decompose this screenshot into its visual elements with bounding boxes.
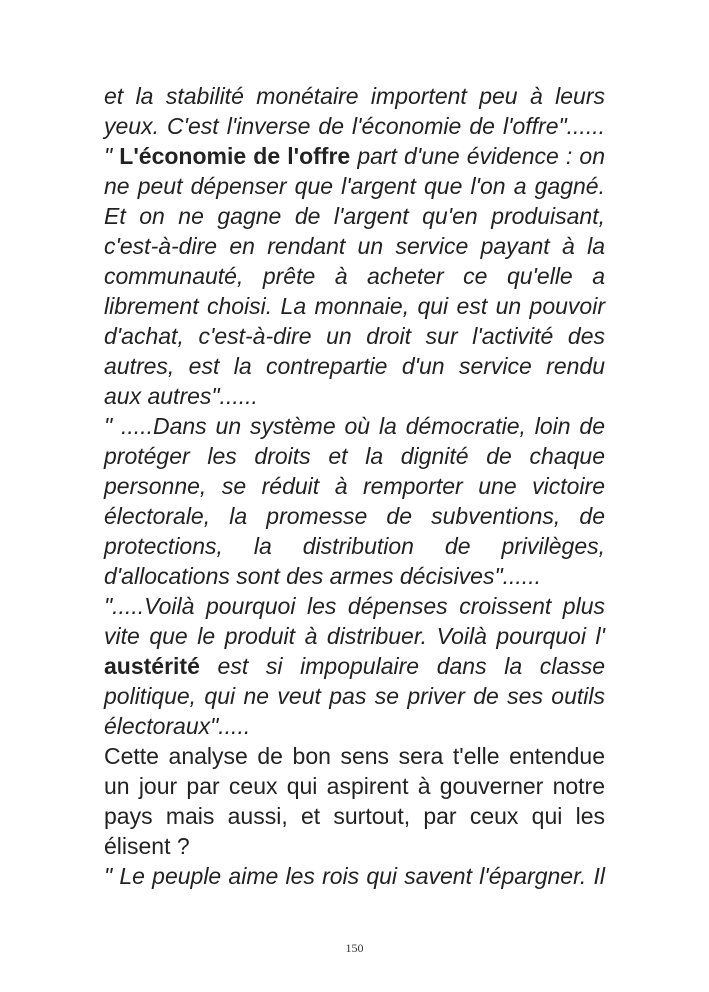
text-line xyxy=(104,231,605,261)
text-run: " xyxy=(104,143,120,169)
text-line xyxy=(104,201,605,231)
text-run: électoraux"..... xyxy=(104,713,251,739)
text-run: d'achat, c'est-à-dire un droit sur l'activité des xyxy=(104,323,605,349)
text-run: communauté, prête à acheter ce qu'elle a xyxy=(104,263,605,289)
text-line xyxy=(104,81,605,111)
text-run: yeux. C'est l'inverse de l'économie de l'offre"...... xyxy=(104,113,605,139)
text-run: d'allocations sont des armes décisives"...... xyxy=(104,563,541,589)
text-line xyxy=(104,621,605,651)
text-line xyxy=(104,651,605,681)
text-line xyxy=(104,711,605,741)
text-line xyxy=(104,261,605,291)
text-run: pays mais aussi, et surtout, par ceux qui les xyxy=(104,803,605,829)
body-text xyxy=(104,81,605,891)
text-line xyxy=(104,861,605,891)
text-run: un jour par ceux qui aspirent à gouverner notre xyxy=(104,773,605,799)
page-number: 150 xyxy=(345,941,364,955)
text-line xyxy=(104,501,605,531)
text-line xyxy=(104,681,605,711)
text-run: ne peut dépenser que l'argent que l'on a gagné. xyxy=(104,173,605,199)
text-run: librement choisi. La monnaie, qui est un pouvoir xyxy=(104,293,605,319)
text-run: personne, se réduit à remporter une victoire xyxy=(104,473,605,499)
text-run: ".....Voilà pourquoi les dépenses croissent plus xyxy=(104,593,605,619)
text-run: politique, qui ne veut pas se priver de ses outils xyxy=(104,683,605,709)
text-run: autres, est la contrepartie d'un service rendu xyxy=(104,353,605,379)
text-run: protéger les droits et la dignité de chaque xyxy=(104,443,605,469)
text-line xyxy=(104,561,605,591)
text-run: protections, la distribution de privilèges, xyxy=(104,533,605,559)
text-run: et la stabilité monétaire importent peu à leurs xyxy=(104,83,605,109)
text-line xyxy=(104,741,605,771)
text-line xyxy=(104,831,605,861)
text-run: vite que le produit à distribuer. Voilà pourquoi l' xyxy=(104,623,605,649)
text-run: Cette analyse de bon sens sera t'elle entendue xyxy=(104,743,605,769)
text-line xyxy=(104,291,605,321)
text-line xyxy=(104,801,605,831)
bold-phrase: austérité xyxy=(104,653,200,679)
text-line xyxy=(104,411,605,441)
text-line xyxy=(104,531,605,561)
text-line xyxy=(104,351,605,381)
text-line xyxy=(104,771,605,801)
text-run: c'est-à-dire en rendant un service payant à la xyxy=(104,233,605,259)
text-line xyxy=(104,471,605,501)
text-line xyxy=(104,591,605,621)
text-run: Et on ne gagne de l'argent qu'en produisant, xyxy=(104,203,605,229)
text-line xyxy=(104,441,605,471)
text-run: aux autres"...... xyxy=(104,383,258,409)
text-line xyxy=(104,111,605,141)
text-run: part d'une évidence : on xyxy=(350,143,605,169)
bold-phrase: L'économie de l'offre xyxy=(119,143,351,169)
text-line xyxy=(104,141,605,171)
text-run: est si impopulaire dans la classe xyxy=(199,653,605,679)
text-run: électorale, la promesse de subventions, de xyxy=(104,503,605,529)
text-run: élisent ? xyxy=(104,833,190,859)
text-line xyxy=(104,171,605,201)
text-run: " Le peuple aime les rois qui savent l'épargner. Il xyxy=(104,863,605,889)
text-line xyxy=(104,381,605,411)
text-run: " .....Dans un système où la démocratie, loin de xyxy=(104,413,605,439)
text-line xyxy=(104,321,605,351)
